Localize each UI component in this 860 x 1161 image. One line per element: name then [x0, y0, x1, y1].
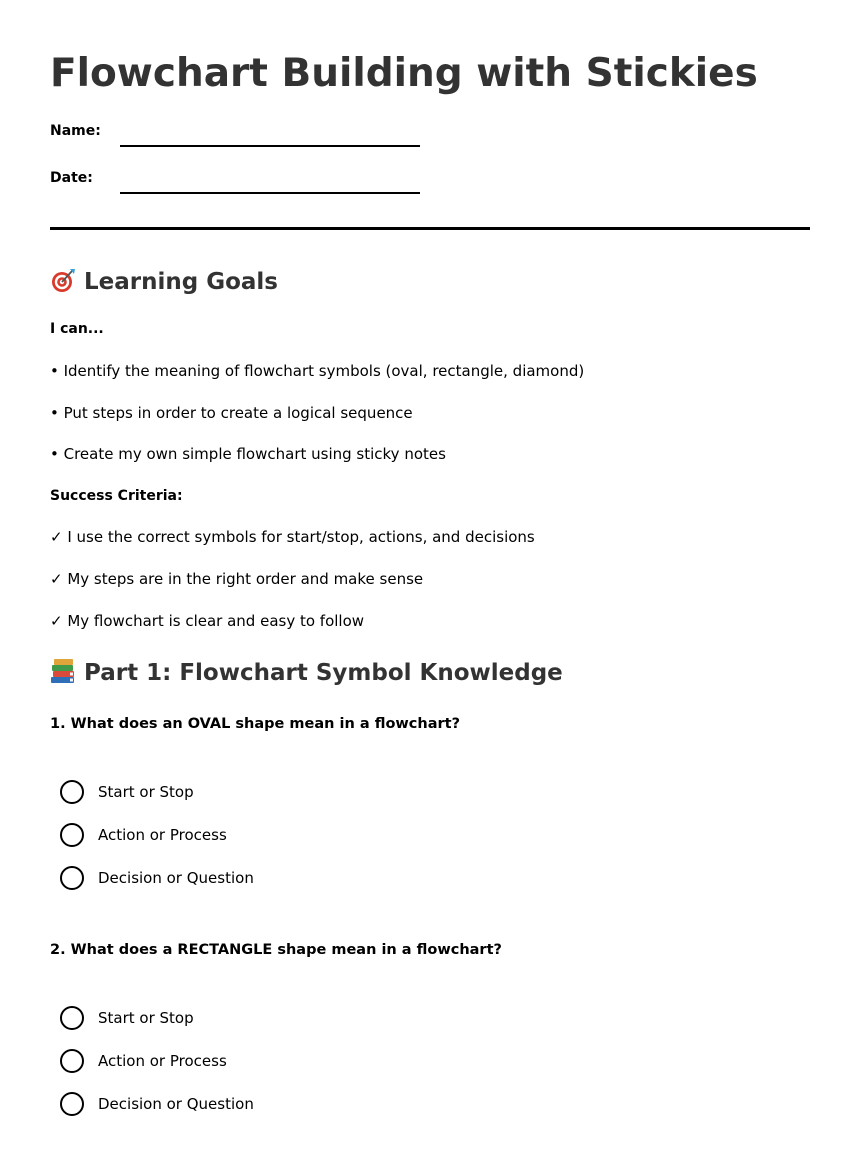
- part1-title: Part 1: Flowchart Symbol Knowledge: [84, 660, 563, 686]
- option-label: Action or Process: [98, 1052, 227, 1070]
- radio-button[interactable]: [60, 866, 84, 890]
- success-criteria-label: Success Criteria:: [50, 488, 183, 504]
- option-label: Decision or Question: [98, 869, 254, 887]
- part1-heading: [50, 658, 563, 688]
- page-title: Flowchart Building with Stickies: [50, 51, 758, 96]
- option-label: Decision or Question: [98, 1095, 254, 1113]
- radio-button[interactable]: [60, 1049, 84, 1073]
- radio-button[interactable]: [60, 1092, 84, 1116]
- name-input-line[interactable]: [120, 145, 420, 147]
- option-label: Start or Stop: [98, 1009, 194, 1027]
- option-label: Action or Process: [98, 826, 227, 844]
- success-criteria-item: ✓ My steps are in the right order and make sense: [50, 570, 424, 588]
- option-label: Start or Stop: [98, 783, 194, 801]
- goal-item: • Create my own simple flowchart using sticky notes: [50, 445, 446, 463]
- success-criteria-item: ✓ My flowchart is clear and easy to follow: [50, 612, 365, 630]
- learning-goals-title: Learning Goals: [84, 269, 278, 295]
- books-icon: [50, 658, 76, 684]
- name-label: Name:: [50, 123, 101, 139]
- goal-item: • Identify the meaning of flowchart symbols (oval, rectangle, diamond): [50, 362, 585, 380]
- target-icon: [50, 267, 76, 293]
- date-input-line[interactable]: [120, 192, 420, 194]
- date-field: [50, 169, 470, 199]
- goal-item: • Put steps in order to create a logical sequence: [50, 404, 413, 422]
- radio-button[interactable]: [60, 1006, 84, 1030]
- radio-button[interactable]: [60, 780, 84, 804]
- question-2: 2. What does a RECTANGLE shape mean in a flowchart?: [50, 942, 502, 958]
- learning-goals-heading: [50, 267, 278, 297]
- question-1: 1. What does an OVAL shape mean in a flowchart?: [50, 716, 460, 732]
- date-label: Date:: [50, 170, 93, 186]
- name-field: [50, 122, 470, 152]
- radio-button[interactable]: [60, 823, 84, 847]
- header-divider: [50, 227, 810, 230]
- success-criteria-item: ✓ I use the correct symbols for start/stop, actions, and decisions: [50, 528, 535, 546]
- i-can-label: I can...: [50, 321, 104, 337]
